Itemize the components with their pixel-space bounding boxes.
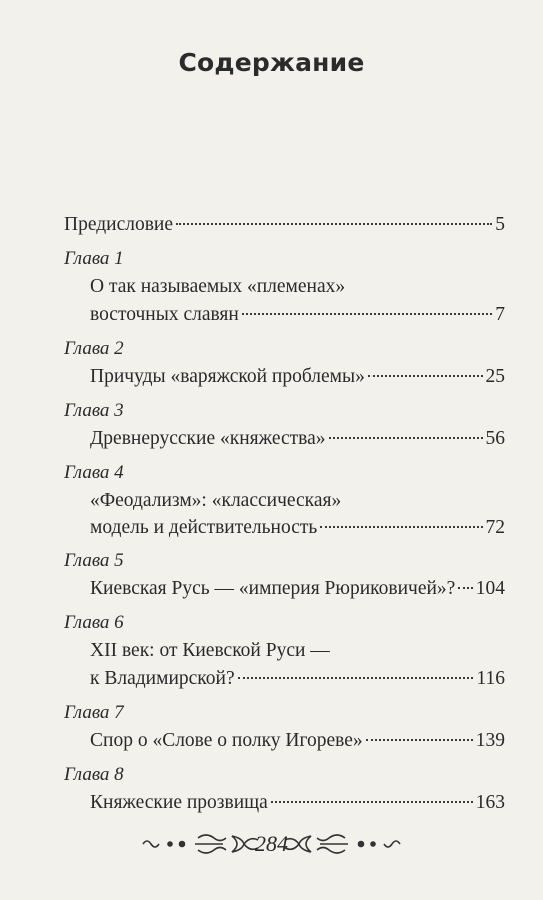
chapter-heading: Глава 1 [64, 248, 124, 269]
entry-title: Древнерусские «княжества» [90, 428, 326, 449]
dot-leader [458, 587, 472, 589]
dot-leader [271, 801, 473, 803]
entry-title: О так называемых «племенах» [90, 276, 346, 297]
toc-entry-line[interactable] [90, 515, 505, 541]
toc-entry-line[interactable] [90, 790, 505, 816]
entry-page-number: 163 [475, 792, 505, 813]
toc-entry-preface[interactable] [64, 212, 505, 238]
toc-entry-line[interactable] [90, 638, 505, 664]
dot-leader [320, 526, 482, 528]
entry-title: Киевская Русь — «империя Рюриковичей»? [90, 578, 456, 599]
chapter-heading: Глава 7 [64, 702, 124, 723]
entry-page-number: 56 [485, 428, 505, 449]
toc-entry-line[interactable] [90, 488, 505, 514]
entry-page-number: 104 [475, 578, 505, 599]
toc-entry-line[interactable] [90, 364, 505, 390]
page-title: Содержание [178, 48, 365, 77]
chapter-heading: Глава 2 [64, 338, 124, 359]
entry-page-number: 25 [485, 366, 505, 387]
entry-page-number: 139 [475, 730, 505, 751]
chapter-heading: Глава 6 [64, 612, 124, 633]
entry-page-number: 5 [495, 214, 505, 235]
toc-entry-line[interactable] [90, 426, 505, 452]
dot-leader [242, 313, 492, 315]
entry-page-number: 7 [495, 304, 505, 325]
entry-title: к Владимирской? [90, 668, 235, 689]
page-footer [0, 826, 543, 866]
entry-title: восточных славян [90, 304, 239, 325]
entry-title: «Феодализм»: «классическая» [90, 490, 342, 511]
toc-entry-line[interactable] [90, 666, 505, 692]
entry-title: модель и действительность [90, 517, 318, 538]
dot-leader [329, 437, 483, 439]
entry-page-number: 72 [485, 517, 505, 538]
chapter-heading: Глава 8 [64, 764, 124, 785]
toc-entry-line[interactable] [90, 302, 505, 328]
toc-entry-line[interactable] [90, 274, 505, 300]
chapter-heading: Глава 5 [64, 550, 124, 571]
toc-entry-line[interactable] [90, 728, 505, 754]
entry-title: Спор о «Слове о полку Игореве» [90, 730, 363, 751]
entry-page-number: 116 [476, 668, 505, 689]
dot-leader [176, 223, 492, 225]
entry-title: Княжеские прозвища [90, 792, 268, 813]
entry-title: Причуды «варяжской проблемы» [90, 366, 365, 387]
chapter-heading: Глава 4 [64, 462, 124, 483]
toc-entry-line[interactable] [90, 576, 505, 602]
dot-leader [368, 375, 483, 377]
dot-leader [366, 739, 473, 741]
entry-title: XII век: от Киевской Руси — [90, 640, 330, 661]
chapter-heading: Глава 3 [64, 400, 124, 421]
entry-title: Предисловие [64, 214, 174, 235]
dot-leader [238, 677, 474, 679]
page-number: 284 [255, 831, 288, 856]
